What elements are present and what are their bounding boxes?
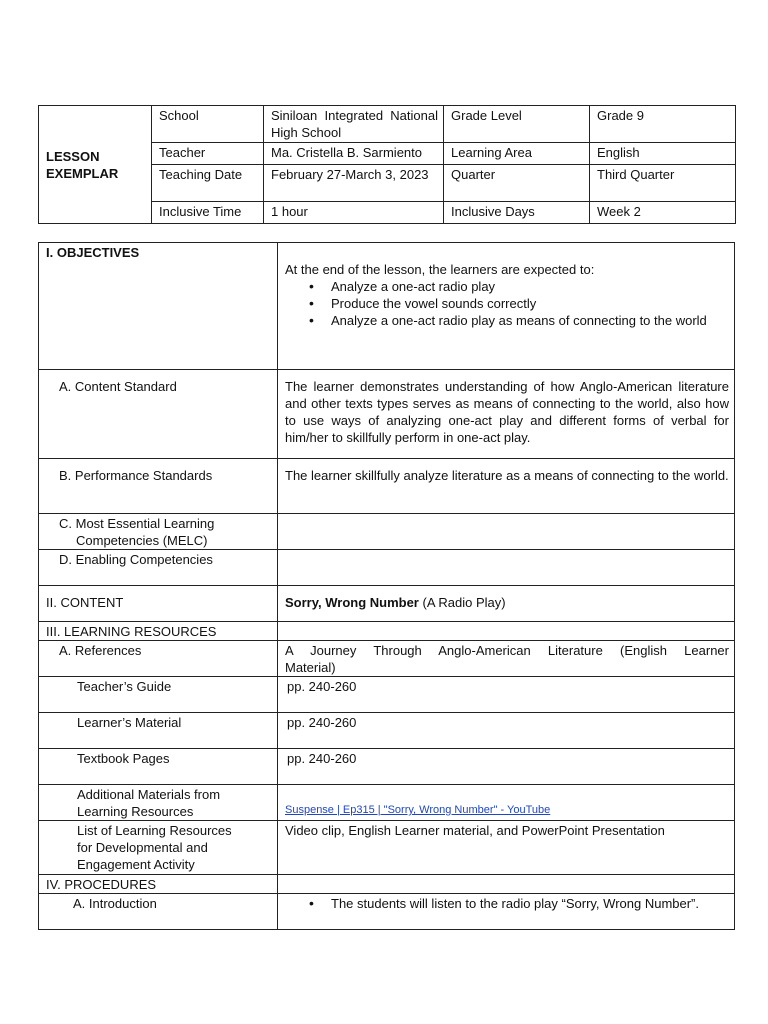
- resource-list-label: List of Learning Resources for Developmental and Engagement Activity: [39, 821, 278, 875]
- learners-material-row: [39, 713, 735, 749]
- melc-row: [39, 514, 735, 550]
- objective-item: • Analyze a one-act radio play as means of connecting to the world: [331, 312, 729, 329]
- learners-material-label: Learner’s Material: [39, 713, 278, 749]
- objectives-cell: [278, 243, 735, 370]
- content-text: [278, 586, 735, 622]
- objective-item: • Analyze a one-act radio play: [331, 278, 729, 295]
- teacher-value: Ma. Cristella B. Sarmiento: [264, 143, 444, 165]
- performance-standards-row: [39, 459, 735, 514]
- references-label: A. References: [39, 641, 278, 677]
- introduction-label: A. Introduction: [39, 894, 278, 930]
- content-label: II. CONTENT: [39, 586, 278, 622]
- teaching-date-value: February 27-March 3, 2023: [264, 165, 444, 202]
- references-row: [39, 641, 735, 677]
- content-standard-row: [39, 370, 735, 459]
- title-line-1: LESSON: [46, 149, 100, 164]
- objectives-heading: I. OBJECTIVES: [39, 243, 278, 370]
- content-row: [39, 586, 735, 622]
- introduction-row: [39, 894, 735, 930]
- textbook-value: pp. 240-260: [278, 749, 735, 785]
- introduction-list: [285, 895, 729, 912]
- resources-heading-row: [39, 622, 735, 641]
- title-line-2: EXEMPLAR: [46, 166, 119, 181]
- learning-area-label: Learning Area: [444, 143, 590, 165]
- objective-item: • Produce the vowel sounds correctly: [331, 295, 729, 312]
- inclusive-time-label: Inclusive Time: [152, 202, 264, 224]
- quarter-label: Quarter: [444, 165, 590, 202]
- objectives-list: [285, 278, 729, 329]
- lesson-exemplar-title: [39, 106, 152, 224]
- introduction-cell: [278, 894, 735, 930]
- teachers-guide-row: [39, 677, 735, 713]
- procedures-heading-row: [39, 875, 735, 894]
- school-value: Siniloan Integrated National High School: [264, 106, 444, 143]
- melc-text: [278, 514, 735, 550]
- resource-list-value: Video clip, English Learner material, and PowerPoint Presentation: [278, 821, 735, 875]
- teachers-guide-label: Teacher’s Guide: [39, 677, 278, 713]
- objectives-intro: At the end of the lesson, the learners are expected to:: [285, 262, 595, 277]
- content-suffix: (A Radio Play): [418, 595, 506, 610]
- textbook-row: [39, 749, 735, 785]
- additional-materials-cell: [278, 785, 735, 821]
- teacher-label: Teacher: [152, 143, 264, 165]
- enabling-text: [278, 550, 735, 586]
- additional-materials-row: [39, 785, 735, 821]
- content-standard-label: A. Content Standard: [39, 370, 278, 459]
- melc-label: C. Most Essential Learning Competencies (MELC): [39, 514, 278, 550]
- enabling-label: D. Enabling Competencies: [39, 550, 278, 586]
- performance-standards-label: B. Performance Standards: [39, 459, 278, 514]
- objectives-row: [39, 243, 735, 370]
- references-text: A Journey Through Anglo-American Literature (English Learner Material): [278, 641, 735, 677]
- additional-materials-label: Additional Materials from Learning Resources: [39, 785, 278, 821]
- introduction-item: • The students will listen to the radio play “Sorry, Wrong Number”.: [331, 895, 729, 912]
- grade-level-label: Grade Level: [444, 106, 590, 143]
- inclusive-time-value: 1 hour: [264, 202, 444, 224]
- learning-area-value: English: [590, 143, 736, 165]
- procedures-heading: IV. PROCEDURES: [39, 875, 278, 894]
- content-title: Sorry, Wrong Number: [285, 595, 419, 610]
- school-label: School: [152, 106, 264, 143]
- resources-heading: III. LEARNING RESOURCES: [39, 622, 278, 641]
- inclusive-days-value: Week 2: [590, 202, 736, 224]
- learners-material-value: pp. 240-260: [278, 713, 735, 749]
- performance-standards-text: The learner skillfully analyze literature as a means of connecting to the world.: [278, 459, 735, 514]
- quarter-value: Third Quarter: [590, 165, 736, 202]
- grade-level-value: Grade 9: [590, 106, 736, 143]
- lesson-plan-table: [38, 242, 735, 930]
- textbook-label: Textbook Pages: [39, 749, 278, 785]
- inclusive-days-label: Inclusive Days: [444, 202, 590, 224]
- enabling-row: [39, 550, 735, 586]
- resource-list-row: [39, 821, 735, 875]
- teaching-date-label: Teaching Date: [152, 165, 264, 202]
- content-standard-text: The learner demonstrates understanding of how Anglo-American literature and other texts types serves as means of connecting to the world, also how to use ways of analyzing one-act play and different forms of verbal for him/her to skillfully perform in one-act play.: [278, 370, 735, 459]
- teachers-guide-value: pp. 240-260: [278, 677, 735, 713]
- lesson-exemplar-header: [38, 105, 736, 224]
- youtube-link[interactable]: Suspense | Ep315 | "Sorry, Wrong Number" - YouTube: [285, 804, 551, 816]
